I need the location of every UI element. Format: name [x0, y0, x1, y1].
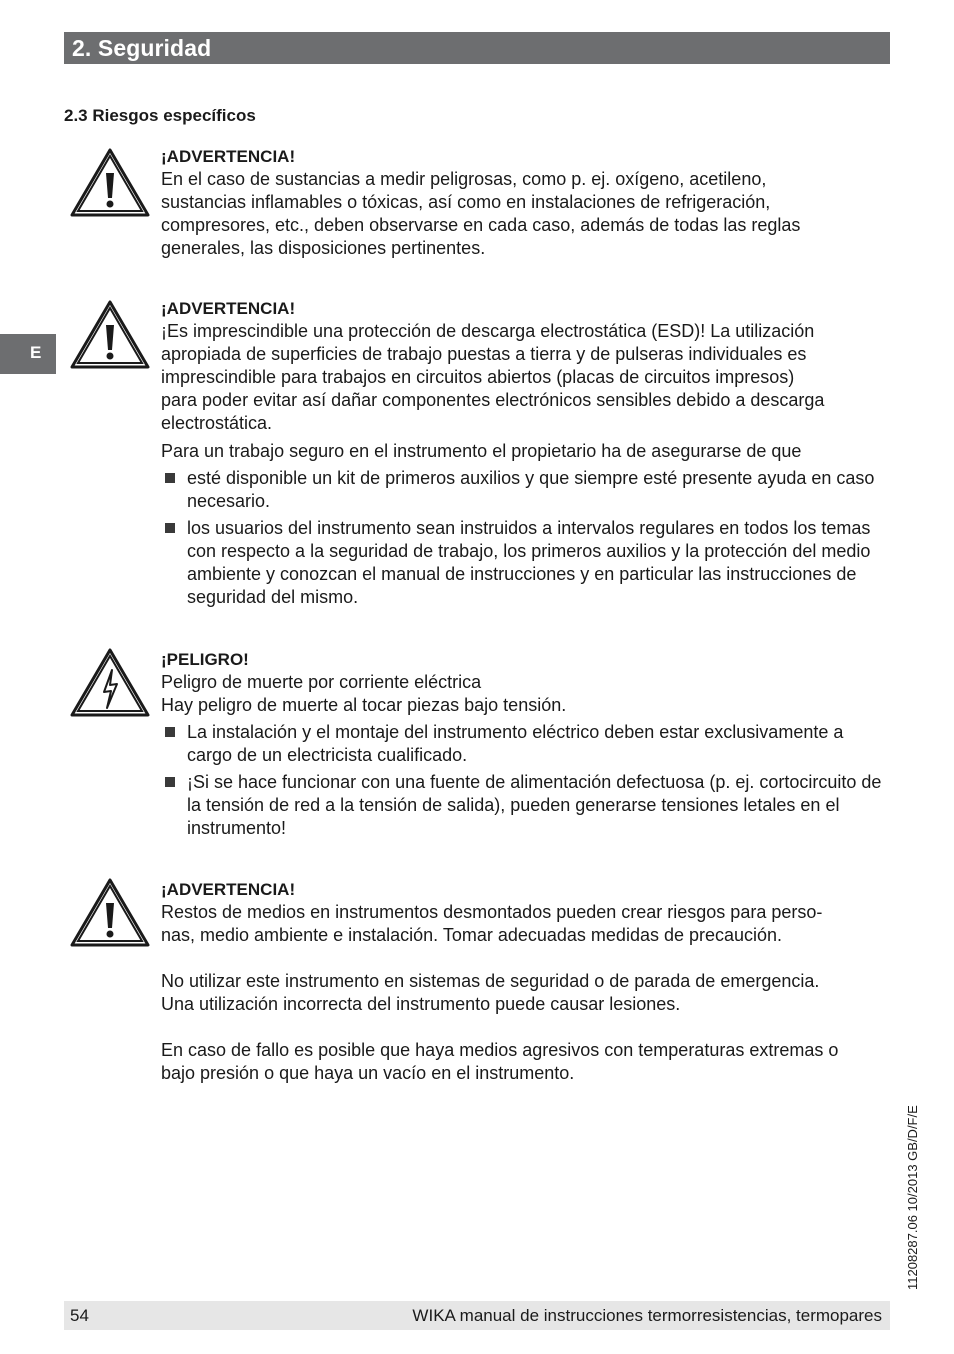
warning-text-line: sustancias inflamables o tóxicas, así como en instalaciones de refrigeración,	[161, 192, 771, 212]
warning-title: ¡ADVERTENCIA!	[161, 147, 296, 166]
warning-text-line: apropiada de superficies de trabajo puestas a tierra y de pulseras individuales es	[161, 344, 807, 364]
bullet-list	[161, 467, 886, 609]
danger-title: ¡PELIGRO!	[161, 650, 249, 669]
warning-text-line: En caso de fallo es posible que haya medios agresivos con temperaturas extremas o	[161, 1040, 839, 1060]
language-tab-label: E	[30, 343, 42, 362]
warning-text-line: imprescindible para trabajos en circuitos abiertos (placas de circuitos impresos)	[161, 367, 795, 387]
danger-text-line: Peligro de muerte por corriente eléctrica	[161, 672, 482, 692]
warning-intro: Para un trabajo seguro en el instrumento el propietario ha de asegurarse de que	[161, 441, 802, 461]
warning-title: ¡ADVERTENCIA!	[161, 299, 296, 318]
section-header-bar	[64, 32, 890, 64]
square-bullet-icon	[165, 777, 175, 787]
bullet-list	[161, 721, 886, 840]
manual-title: WIKA manual de instrucciones termorresistencias, termopares	[412, 1306, 882, 1325]
warning-title: ¡ADVERTENCIA!	[161, 880, 296, 899]
chapter-title: 2. Seguridad	[72, 35, 212, 61]
list-item-text: los usuarios del instrumento sean instruidos a intervalos regulares en todos los temas con respecto a la seguridad de trabajo, los primeros auxilios y la protección del medio ambiente y conozcan el manual de instrucciones y en particular las instrucciones de seguridad del mismo.	[187, 518, 871, 607]
warning-text-line: compresores, etc., deben observarse en cada caso, además de todas las reglas	[161, 215, 801, 235]
warning-triangle-icon	[70, 300, 150, 370]
list-item	[161, 771, 886, 840]
list-item-text: esté disponible un kit de primeros auxilios y que siempre esté presente ayuda en caso necesario.	[187, 468, 875, 511]
warning-text-line: Restos de medios en instrumentos desmontados pueden crear riesgos para perso-	[161, 902, 823, 922]
footer-bar	[64, 1301, 890, 1330]
warning-triangle-icon	[70, 878, 150, 948]
warning-text-line: No utilizar este instrumento en sistemas de seguridad o de parada de emergencia.	[161, 971, 820, 991]
page-number: 54	[70, 1306, 89, 1325]
square-bullet-icon	[165, 473, 175, 483]
warning-text-line: para poder evitar así dañar componentes electrónicos sensibles debido a descarga	[161, 390, 825, 410]
warning-text-line: Una utilización incorrecta del instrumento puede causar lesiones.	[161, 994, 681, 1014]
list-item	[161, 467, 886, 513]
danger-block	[161, 648, 886, 844]
document-code: 11208287.06 10/2013 GB/D/F/E	[905, 1105, 920, 1290]
warning-text-line: generales, las disposiciones pertinentes.	[161, 238, 486, 258]
list-item	[161, 517, 886, 609]
warning-text-line: nas, medio ambiente e instalación. Tomar adecuadas medidas de precaución.	[161, 925, 783, 945]
warning-text-line: En el caso de sustancias a medir peligrosas, como p. ej. oxígeno, acetileno,	[161, 169, 767, 189]
section-heading: 2.3 Riesgos específicos	[64, 106, 256, 125]
square-bullet-icon	[165, 727, 175, 737]
warning-text-line: ¡Es imprescindible una protección de descarga electrostática (ESD)! La utilización	[161, 321, 815, 341]
warning-text-line: bajo presión o que haya un vacío en el instrumento.	[161, 1063, 575, 1083]
list-item-text: La instalación y el montaje del instrumento eléctrico deben estar exclusivamente a cargo de un electricista cualificado.	[187, 722, 844, 765]
warning-triangle-icon	[70, 148, 150, 218]
danger-text-line: Hay peligro de muerte al tocar piezas bajo tensión.	[161, 695, 567, 715]
list-item-text: ¡Si se hace funcionar con una fuente de alimentación defectuosa (p. ej. cortocircuito de la tensión de red a la tensión de salida), pueden generarse tensiones letales en el instrumento!	[187, 772, 882, 838]
warning-block-1	[161, 145, 886, 260]
electric-hazard-icon	[70, 648, 150, 718]
warning-text-line: electrostática.	[161, 413, 273, 433]
warning-block-4	[161, 878, 886, 1085]
square-bullet-icon	[165, 523, 175, 533]
warning-block-2	[161, 297, 886, 613]
list-item	[161, 721, 886, 767]
language-tab	[0, 334, 56, 374]
